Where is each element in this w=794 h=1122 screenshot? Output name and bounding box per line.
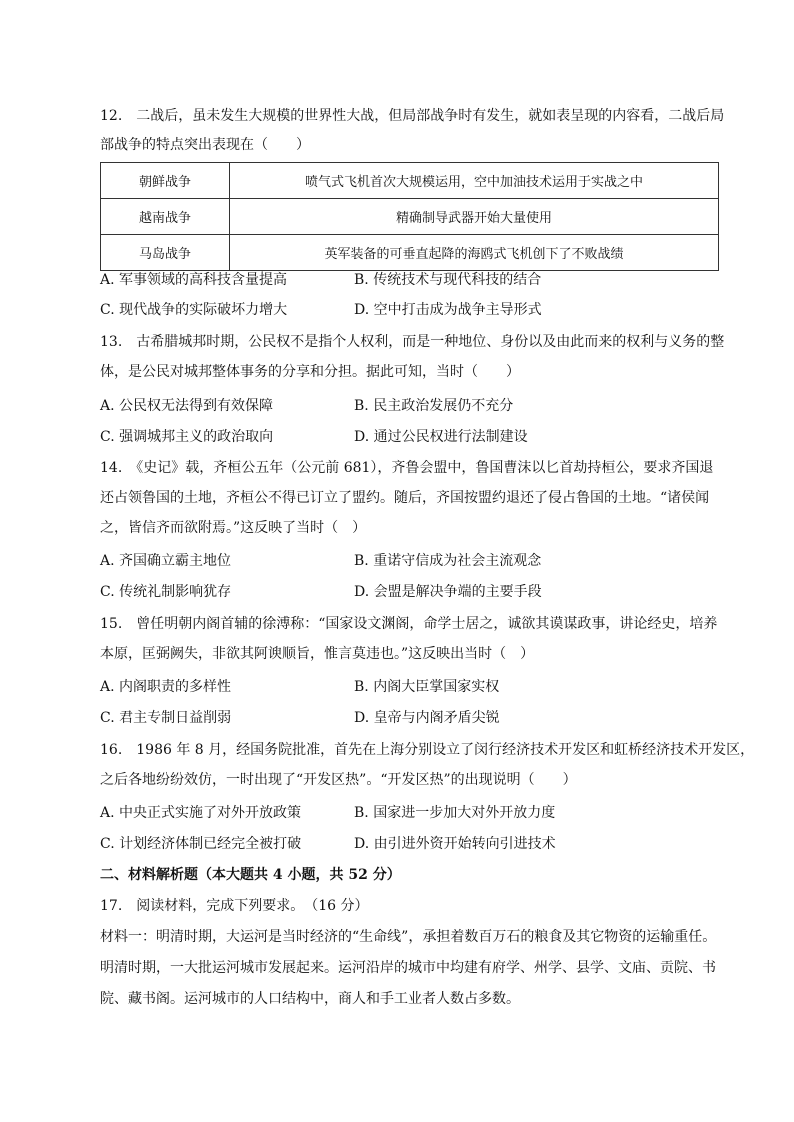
war-description: 喷气式飞机首次大规模运用，空中加油技术运用于实战之中: [230, 163, 719, 199]
q17-stem: 17. 阅读材料，完成下列要求。 （16 分）: [100, 898, 369, 914]
q12-option-c: C. 现代战争的实际破坏力增大: [100, 302, 288, 318]
q13-option-d: D. 通过公民权进行法制建设: [354, 429, 528, 445]
q12-option-a: A. 军事领域的高科技含量提高: [100, 272, 288, 288]
table-row: [101, 163, 719, 199]
q12-stem-line2: 部战争的特点突出表现在（ ）: [100, 137, 310, 153]
war-description: 精确制导武器开始大量使用: [230, 199, 719, 235]
q15-option-d: D. 皇帝与内阁矛盾尖锐: [354, 710, 500, 726]
q14-option-d: D. 会盟是解决争端的主要手段: [354, 584, 542, 600]
q16-stem-line2: 之后各地纷纷效仿，一时出现了“开发区热”。“开发区热”的出现说明（ ）: [100, 772, 577, 788]
q15-stem-line1: 15. 曾任明朝内阁首辅的徐溥称：“国家设文渊阁，命学士居之，诚欲其谟谋政事，讲论经史，培养: [100, 616, 718, 632]
q12-war-table: [100, 162, 719, 271]
q13-option-a: A. 公民权无法得到有效保障: [100, 398, 274, 414]
q16-option-d: D. 由引进外资开始转向引进技术: [354, 836, 556, 852]
q17-material-line1: 材料一：明清时期，大运河是当时经济的“生命线”，承担着数百万石的粮食及其它物资的运输重任。: [100, 929, 717, 945]
q15-stem-line2: 本原，匡弼阙失，非欲其阿谀顺旨，惟言莫违也。”这反映出当时（ ）: [100, 646, 535, 662]
q14-stem-line2: 还占领鲁国的土地，齐桓公不得已订立了盟约。随后，齐国按盟约退还了侵占鲁国的土地。“诸侯闻: [100, 490, 710, 506]
q17-material-line3: 院、藏书阁。运河城市的人口结构中，商人和手工业者人数占多数。: [100, 991, 520, 1007]
q12-option-d: D. 空中打击成为战争主导形式: [354, 302, 542, 318]
war-name: 越南战争: [101, 199, 230, 235]
table-row: [101, 199, 719, 235]
section-heading: 二、材料解析题（本大题共 4 小题，共 52 分）: [100, 867, 401, 883]
table-row: [101, 235, 719, 271]
q13-option-c: C. 强调城邦主义的政治取向: [100, 429, 274, 445]
q16-option-a: A. 中央正式实施了对外开放政策: [100, 805, 302, 821]
q16-option-b: B. 国家进一步加大对外开放力度: [354, 805, 556, 821]
q16-option-c: C. 计划经济体制已经完全被打破: [100, 836, 302, 852]
q14-stem-line3: 之，皆信齐而欲附焉。”这反映了当时（ ）: [100, 520, 367, 536]
q16-stem-line1: 16. 1986 年 8 月，经国务院批准，首先在上海分别设立了闵行经济技术开发区和虹桥经济技术开发区，: [100, 742, 755, 758]
q14-option-a: A. 齐国确立霸主地位: [100, 553, 232, 569]
q17-material-line2: 明清时期，一大批运河城市发展起来。运河沿岸的城市中均建有府学、州学、县学、文庙、贡院、书: [100, 960, 716, 976]
q13-option-b: B. 民主政治发展仍不充分: [354, 398, 514, 414]
q15-option-b: B. 内阁大臣掌国家实权: [354, 679, 500, 695]
q13-stem-line1: 13. 古希腊城邦时期，公民权不是指个人权利，而是一种地位、身份以及由此而来的权利与义务的整: [100, 334, 725, 350]
q14-option-c: C. 传统礼制影响犹存: [100, 584, 232, 600]
q12-option-b: B. 传统技术与现代科技的结合: [354, 272, 542, 288]
q15-option-a: A. 内阁职责的多样性: [100, 679, 232, 695]
q15-option-c: C. 君主专制日益削弱: [100, 710, 232, 726]
q13-stem-line2: 体，是公民对城邦整体事务的分享和分担。据此可知，当时（ ）: [100, 364, 520, 380]
q14-option-b: B. 重诺守信成为社会主流观念: [354, 553, 542, 569]
war-name: 朝鲜战争: [101, 163, 230, 199]
war-name: 马岛战争: [101, 235, 230, 271]
war-description: 英军装备的可垂直起降的海鸥式飞机创下了不败战绩: [230, 235, 719, 271]
q12-stem-line1: 12. 二战后，虽未发生大规模的世界性大战，但局部战争时有发生，就如表呈现的内容看，二战后局: [100, 108, 725, 124]
q14-stem-line1: 14. 《史记》载，齐桓公五年（公元前 681），齐鲁会盟中，鲁国曹沫以匕首劫持桓公，要求齐国退: [100, 460, 714, 476]
